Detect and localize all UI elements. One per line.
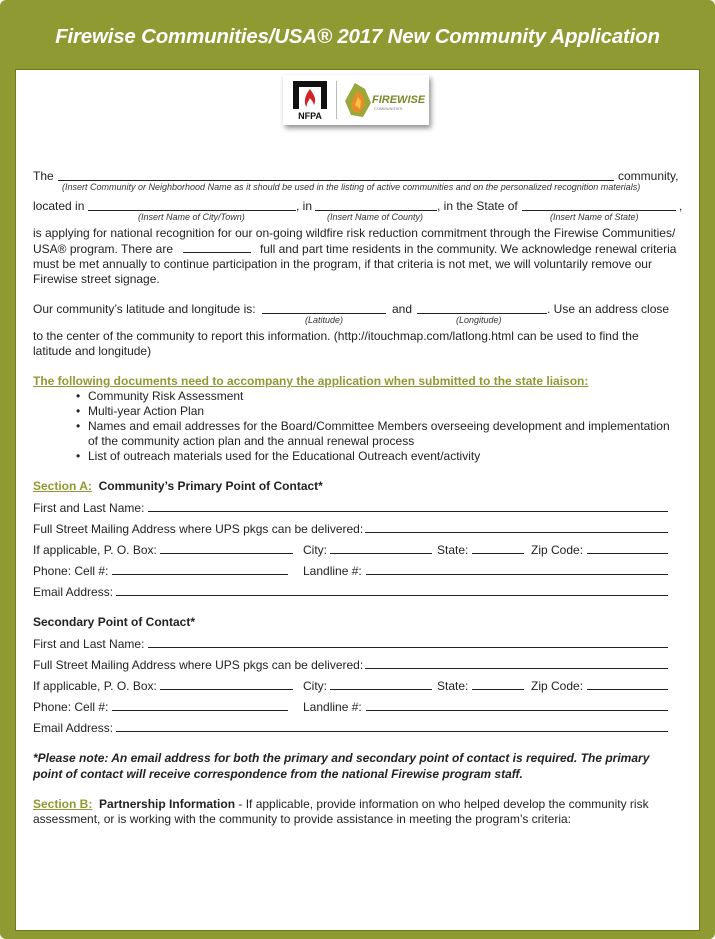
primary-pobox-label: If applicable, P. O. Box:	[33, 543, 157, 557]
logo-banner	[283, 75, 429, 125]
longitude-field[interactable]	[417, 313, 547, 314]
primary-cell-label: Phone: Cell #:	[33, 564, 109, 578]
section-a-heading	[33, 479, 323, 494]
secondary-pobox-field[interactable]	[160, 689, 293, 690]
note-line-2: point of contact will receive correspondence from the national Firewise program staff.	[33, 767, 523, 781]
latlong-text-2: to the center of the community to report this information. (http://itouchmap.com/latlong.html can be used to find the	[33, 329, 639, 343]
secondary-landline-label: Landline #:	[303, 700, 362, 714]
latlong-after: . Use an address close	[547, 302, 670, 316]
county-field[interactable]	[315, 210, 437, 211]
primary-landline-field[interactable]	[366, 574, 668, 575]
secondary-cell-field[interactable]	[112, 710, 288, 711]
primary-email-field[interactable]	[116, 595, 668, 596]
primary-address-field[interactable]	[365, 532, 668, 533]
documents-heading: The following documents need to accompany the application when submitted to the state liaison:	[33, 374, 589, 388]
section-a-label: Section A:	[33, 479, 92, 493]
section-b-text-2: assessment, or is working with the community to provide assistance in meeting the program’s criteria:	[33, 812, 572, 826]
city-town-field[interactable]	[88, 210, 296, 211]
community-label: community,	[618, 169, 679, 183]
primary-cell-field[interactable]	[112, 574, 288, 575]
svg-text:COMMUNITIES: COMMUNITIES	[374, 106, 403, 111]
secondary-title: Secondary Point of Contact*	[33, 615, 196, 629]
secondary-city-label: City:	[303, 679, 327, 693]
primary-zip-field[interactable]	[587, 553, 668, 554]
documents-item-2: • Multi-year Action Plan	[76, 404, 670, 419]
secondary-email-field[interactable]	[116, 731, 668, 732]
secondary-address-label: Full Street Mailing Address where UPS pkgs can be delivered:	[33, 658, 364, 672]
longitude-hint: (Longitude)	[456, 315, 502, 325]
secondary-pobox-label: If applicable, P. O. Box:	[33, 679, 157, 693]
primary-name-field[interactable]	[148, 511, 668, 512]
secondary-name-field[interactable]	[148, 647, 668, 648]
secondary-name-label: First and Last Name:	[33, 637, 145, 651]
located-in-label: located in	[33, 199, 85, 213]
applying-text-1: is applying for national recognition for our on-going wildfire risk reduction commitment through the Firewise Communities/	[33, 226, 676, 240]
in-label: , in	[296, 199, 313, 213]
svg-text:NFPA: NFPA	[298, 111, 322, 121]
latlong-label: Our community’s latitude and longitude is:	[33, 302, 256, 316]
state-of-label: , in the State of	[437, 199, 518, 213]
latlong-text-3: latitude and longitude)	[33, 344, 152, 358]
documents-item-3: • Names and email addresses for the Board/Committee Members overseeing development and implementation	[76, 419, 670, 434]
secondary-zip-label: Zip Code:	[531, 679, 584, 693]
documents-item-4: • List of outreach materials used for the Educational Outreach event/activity	[76, 449, 480, 464]
secondary-city-field[interactable]	[330, 689, 432, 690]
primary-city-label: City:	[303, 543, 327, 557]
section-b-label: Section B:	[33, 797, 93, 811]
documents-item-1: • Community Risk Assessment	[76, 389, 670, 404]
page-title: Firewise Communities/USA® 2017 New Community Application	[55, 25, 660, 48]
and-label: and	[392, 302, 413, 316]
primary-email-label: Email Address:	[33, 585, 114, 599]
secondary-state-label: State:	[437, 679, 469, 693]
logo-divider	[336, 81, 337, 119]
documents-list	[76, 389, 670, 434]
secondary-landline-field[interactable]	[366, 710, 668, 711]
primary-pobox-field[interactable]	[160, 553, 293, 554]
secondary-state-field[interactable]	[472, 689, 524, 690]
nfpa-logo	[289, 79, 331, 121]
secondary-cell-label: Phone: Cell #:	[33, 700, 109, 714]
secondary-zip-field[interactable]	[587, 689, 668, 690]
svg-text:FIREWISE: FIREWISE	[372, 94, 425, 106]
section-b-title: Partnership Information	[99, 797, 236, 811]
applying-text-3: must be met annually to continue participation in the program, if that criteria is not met, we will voluntarily remove our	[33, 257, 652, 271]
primary-address-label: Full Street Mailing Address where UPS pkgs can be delivered:	[33, 522, 364, 536]
section-a-title: Community’s Primary Point of Contact*	[98, 479, 323, 493]
the-label: The	[33, 169, 54, 183]
note-line-1: *Please note: An email address for both the primary and secondary point of contact is required. The primary	[33, 751, 650, 765]
latitude-hint: (Latitude)	[305, 315, 344, 325]
primary-state-field[interactable]	[472, 553, 524, 554]
documents-list-cont	[76, 449, 480, 464]
community-name-field[interactable]	[58, 180, 614, 181]
state-field[interactable]	[522, 210, 676, 211]
primary-state-label: State:	[437, 543, 469, 557]
county-hint: (Insert Name of County)	[327, 212, 424, 222]
section-b-text-1: - If applicable, provide information on who helped develop the community risk	[235, 797, 649, 811]
applying-text-4: Firewise street signage.	[33, 272, 160, 286]
applying-text-2b: full and part time residents in the community. We acknowledge renewal criteria	[260, 242, 677, 256]
firewise-logo	[341, 79, 425, 121]
latitude-field[interactable]	[262, 313, 386, 314]
documents-item-3-cont: of the community action plan and the annual renewal process	[88, 434, 415, 448]
secondary-email-label: Email Address:	[33, 721, 114, 735]
primary-city-field[interactable]	[330, 553, 432, 554]
primary-landline-label: Landline #:	[303, 564, 362, 578]
primary-name-label: First and Last Name:	[33, 501, 145, 515]
community-name-hint: (Insert Community or Neighborhood Name as it should be used in the listing of active communities and on the personalized recognition materials)	[62, 182, 641, 192]
city-hint: (Insert Name of City/Town)	[138, 212, 245, 222]
secondary-address-field[interactable]	[365, 668, 668, 669]
comma-label: ,	[679, 199, 683, 213]
applying-text-2a: USA® program. There are	[33, 242, 174, 256]
residents-count-field[interactable]	[183, 252, 251, 253]
section-b-heading	[33, 797, 649, 812]
primary-zip-label: Zip Code:	[531, 543, 584, 557]
state-hint: (Insert Name of State)	[550, 212, 639, 222]
